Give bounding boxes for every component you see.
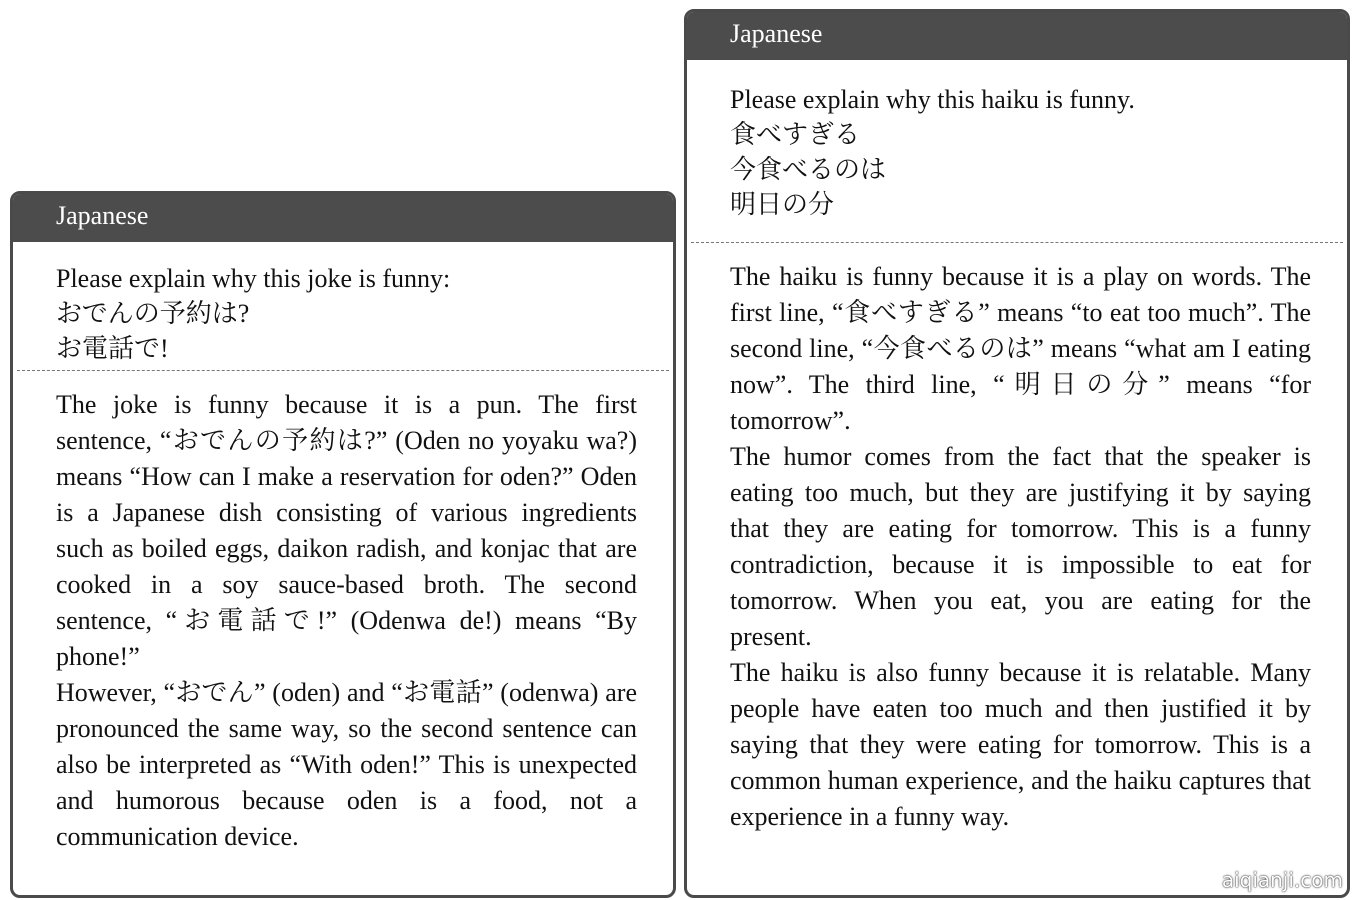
joke-prompt (13, 242, 673, 370)
prompt-line: Please explain why this joke is funny: (56, 264, 451, 293)
prompt-line: おでんの予約は? (56, 299, 250, 328)
response-paragraph: However, “おでん” (oden) and “お電話” (odenwa) are pronounced the same way, so the second sentence can also be interpreted as “With oden!” This is unexpected and humorous because oden is a food, not a communication device. (56, 678, 637, 851)
response-paragraph: The joke is funny because it is a pun. The first sentence, “おでんの予約は?” (Oden no yoyaku wa?) means “How can I make a reservation for oden?” Oden is a Japanese dish consisting of various ingredients such as boiled eggs, daikon radish, and konjac that are cooked in a soy sauce-based broth. The second sentence, “お電話で!” (Odenwa de!) means “By phone!” (56, 390, 637, 671)
prompt-line: 明日の分 (730, 190, 835, 219)
response-paragraph: The haiku is also funny because it is relatable. Many people have eaten too much and then justified it by saying that they were eating for tomorrow. This is a common human experience, and the haiku captures that experience in a funny way. (730, 658, 1311, 831)
haiku-card (684, 9, 1350, 898)
prompt-line: Please explain why this haiku is funny. (730, 85, 1135, 114)
haiku-response (687, 243, 1347, 835)
joke-card-header: Japanese (13, 194, 673, 242)
joke-card (10, 191, 676, 898)
prompt-line: お電話で! (56, 334, 169, 363)
response-paragraph: The haiku is funny because it is a play on words. The first line, “食べすぎる” means “to eat too much”. The second line, “今食べるのは” means “what am I eating now”. The third line, “明日の分” means “for tomorrow”. (730, 262, 1311, 435)
watermark: aiqianji.com (1221, 868, 1343, 892)
haiku-card-header: Japanese (687, 12, 1347, 60)
joke-response (13, 371, 673, 855)
haiku-prompt (687, 60, 1347, 242)
prompt-line: 今食べるのは (730, 155, 887, 184)
prompt-line: 食べすぎる (730, 120, 861, 149)
response-paragraph: The humor comes from the fact that the speaker is eating too much, but they are justifying it by saying that they are eating for tomorrow. This is a funny contradiction, because it is impossible to eat for tomorrow. When you eat, you are eating for the present. (730, 442, 1311, 651)
